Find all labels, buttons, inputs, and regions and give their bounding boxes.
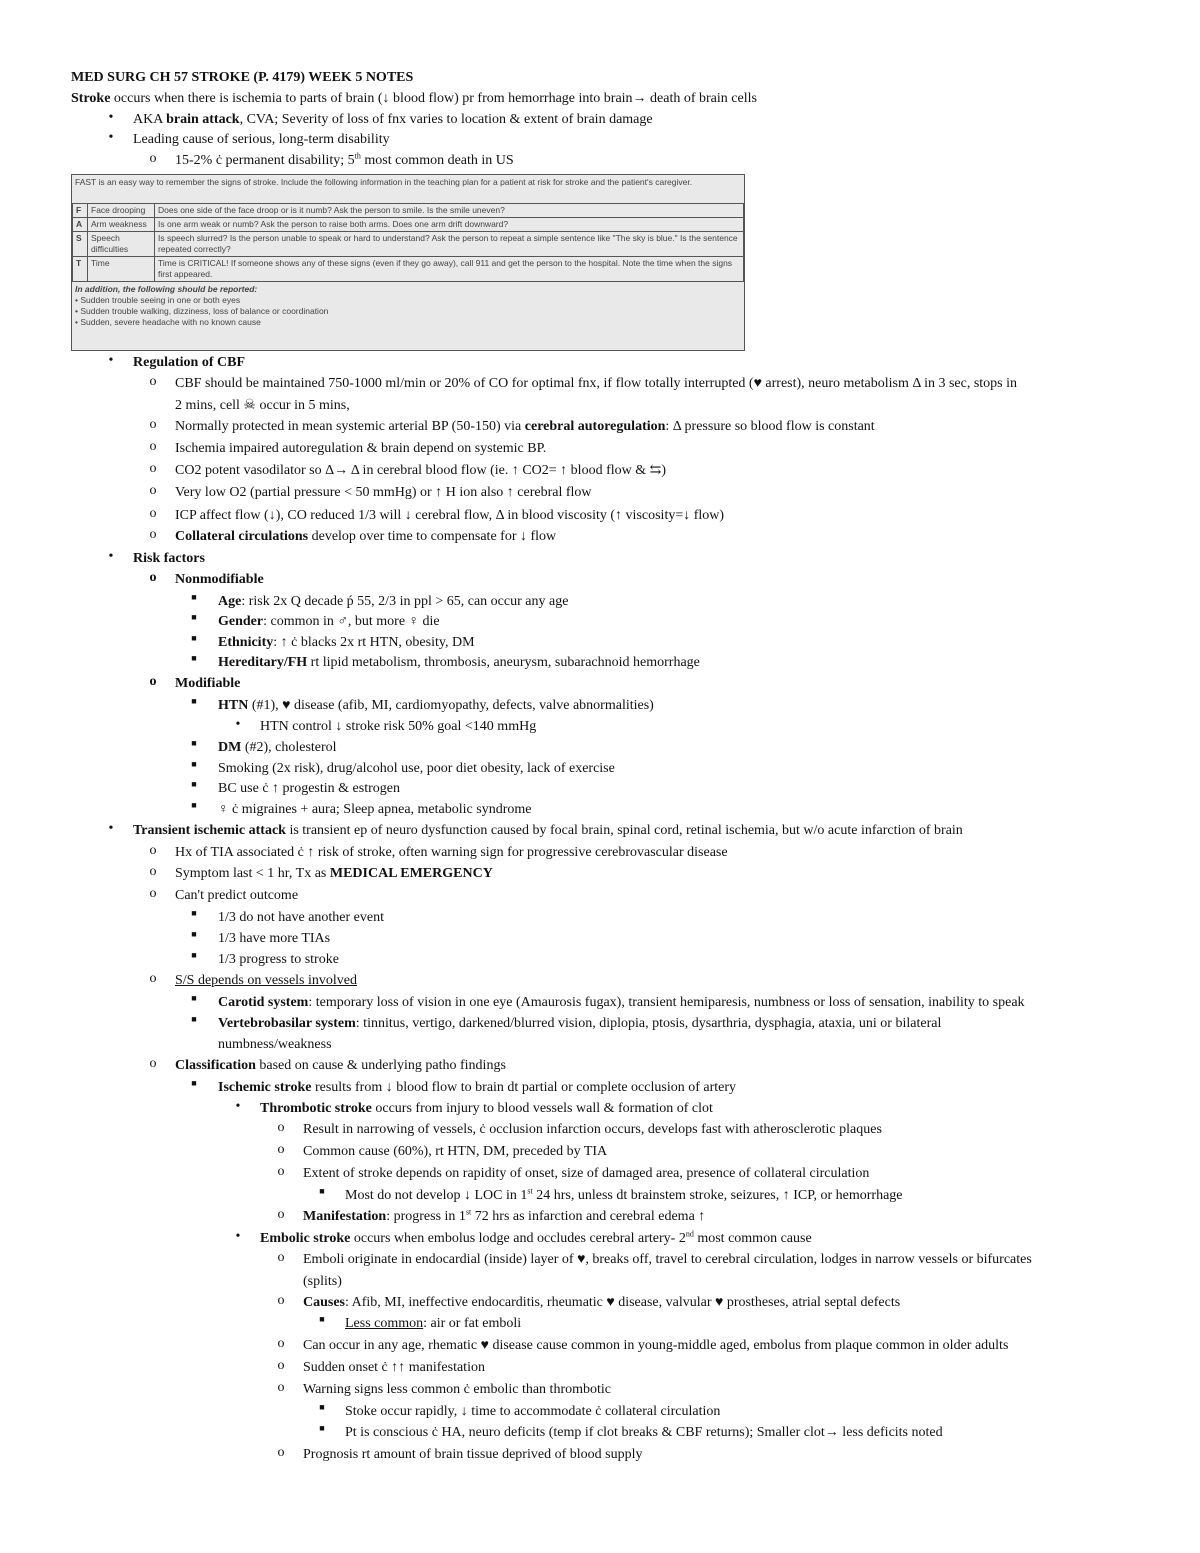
tia-carotid: Carotid system: temporary loss of vision in one eye (Amaurosis fugax), transient hemiparesis, numbness or loss of sensation, inability to speak [218, 995, 1025, 1010]
circle-bullet-icon: o [277, 1358, 285, 1373]
square-bullet-icon: ■ [191, 1078, 197, 1088]
thrombotic-1: Result in narrowing of vessels, ċ occlusion infarction occurs, develops fast with atherosclerotic plaques [303, 1122, 882, 1137]
table-row: T Time Time is CRITICAL! If someone shows any of these signs (even if they go away), call 911 and get the person to the hospital. Note the time when the signs first appeared. [73, 257, 744, 282]
risk-heading: Risk factors [133, 551, 205, 566]
risk-htn-sub: HTN control ↓ stroke risk 50% goal <140 mmHg [260, 719, 537, 734]
table-row: S Speech difficulties Is speech slurred? Is the person unable to speak or hard to understand? Ask the person to repeat a simple sentence like "The sky is blue." Is the sentence repeated correctly? [73, 232, 744, 257]
cbf-line-3: Ischemia impaired autoregulation & brain depend on systemic BP. [175, 441, 547, 456]
tia-hx: Hx of TIA associated ċ ↑ risk of stroke, often warning sign for progressive cerebrovascular disease [175, 845, 728, 860]
square-bullet-icon: ■ [191, 908, 197, 918]
embolic-6: Prognosis rt amount of brain tissue deprived of blood supply [303, 1447, 643, 1462]
thrombotic-4: Manifestation: progress in 1st 72 hrs as infarction and cerebral edema ↑ [303, 1207, 706, 1224]
thrombotic-3a: Most do not develop ↓ LOC in 1st 24 hrs, unless dt brainstem stroke, seizures, ↑ ICP, or hemorrhage [345, 1186, 903, 1203]
circle-bullet-icon: o [149, 886, 157, 901]
square-bullet-icon: ■ [191, 696, 197, 706]
square-bullet-icon: ■ [319, 1314, 325, 1324]
fast-table-image [71, 174, 745, 351]
square-bullet-icon: ■ [319, 1423, 325, 1433]
leading-line: Leading cause of serious, long-term disability [133, 132, 390, 147]
risk-htn: HTN (#1), ♥ disease (afib, MI, cardiomyopathy, defects, valve abnormalities) [218, 698, 654, 713]
circle-bullet-icon: o [277, 1380, 285, 1395]
bullet-icon: • [108, 110, 114, 125]
square-bullet-icon: ■ [191, 993, 197, 1003]
cbf-line-1b: 2 mins, cell ☠ occur in 5 mins, [175, 398, 350, 413]
embolic-5: Warning signs less common ċ embolic than thrombotic [303, 1382, 611, 1397]
cbf-line-7: Collateral circulations develop over time to compensate for ↓ flow [175, 529, 557, 544]
risk-bc: BC use ċ ↑ progestin & estrogen [218, 781, 400, 796]
circle-bullet-icon: o [277, 1293, 285, 1308]
circle-bullet-icon: o [149, 417, 157, 432]
square-bullet-icon: ■ [191, 929, 197, 939]
bullet-icon: • [235, 1099, 241, 1114]
tia-classification: Classification based on cause & underlying patho findings [175, 1058, 506, 1073]
square-bullet-icon: ■ [191, 800, 197, 810]
modifiable-heading: Modifiable [175, 676, 241, 691]
bullet-icon: • [108, 353, 114, 368]
risk-female: ♀ ċ migraines + aura; Sleep apnea, metabolic syndrome [218, 802, 532, 817]
nonmodifiable-heading: Nonmodifiable [175, 572, 264, 587]
tia-outcome-2: 1/3 have more TIAs [218, 931, 331, 946]
stroke-term: Stroke [71, 91, 111, 106]
circle-bullet-icon: o [277, 1164, 285, 1179]
tia-symptom: Symptom last < 1 hr, Tx as MEDICAL EMERGENCY [175, 866, 493, 881]
square-bullet-icon: ■ [191, 612, 197, 622]
circle-bullet-icon: o [149, 971, 157, 986]
fast-table [72, 203, 744, 282]
tia-predict: Can't predict outcome [175, 888, 299, 903]
circle-bullet-icon: o [149, 374, 157, 389]
bullet-icon: • [235, 717, 241, 732]
embolic-5a: Stoke occur rapidly, ↓ time to accommodate ċ collateral circulation [345, 1404, 721, 1419]
risk-ethnicity: Ethnicity: ↑ ċ blacks 2x rt HTN, obesity, DM [218, 635, 475, 650]
risk-hereditary: Hereditary/FH rt lipid metabolism, thrombosis, aneurysm, subarachnoid hemorrhage [218, 655, 700, 670]
ischemic-stroke: Ischemic stroke results from ↓ blood flow to brain dt partial or complete occlusion of artery [218, 1080, 737, 1095]
embolic-stroke: Embolic stroke occurs when embolus lodge and occludes cerebral artery- 2nd most common cause [260, 1229, 812, 1246]
square-bullet-icon: ■ [191, 738, 197, 748]
risk-dm: DM (#2), cholesterol [218, 740, 337, 755]
circle-bullet-icon: o [149, 483, 157, 498]
page-title: MED SURG CH 57 STROKE (P. 4179) WEEK 5 NOTES [71, 70, 414, 85]
intro-text: occurs when there is ischemia to parts of brain (↓ blood flow) pr from hemorrhage into brain→ death of brain cells [110, 91, 757, 106]
square-bullet-icon: ■ [319, 1402, 325, 1412]
circle-bullet-icon: o [149, 151, 157, 166]
tia-line: Transient ischemic attack is transient ep of neuro dysfunction caused by focal brain, spinal cord, retinal ischemia, but w/o acute infarction of brain [133, 823, 963, 838]
circle-bullet-icon: o [149, 674, 157, 689]
embolic-5b: Pt is conscious ċ HA, neuro deficits (temp if clot breaks & CBF returns); Smaller clot→ less deficits noted [345, 1425, 943, 1440]
embolic-3: Can occur in any age, rhematic ♥ disease cause common in young-middle aged, embolus from plaque common in older adults [303, 1338, 1009, 1353]
embolic-1b: (splits) [303, 1274, 342, 1289]
cbf-line-2: Normally protected in mean systemic arterial BP (50-150) via cerebral autoregulation: Δ pressure so blood flow is constant [175, 419, 875, 434]
circle-bullet-icon: o [277, 1142, 285, 1157]
bullet-icon: • [108, 821, 114, 836]
circle-bullet-icon: o [277, 1336, 285, 1351]
square-bullet-icon: ■ [191, 633, 197, 643]
fast-additional: In addition, the following should be reported: • Sudden trouble seeing in one or both eyes • Sudden trouble walking, dizziness, loss of balance or coordination • Sudden, severe headache with no known cause [75, 284, 329, 327]
circle-bullet-icon: o [149, 864, 157, 879]
circle-bullet-icon: o [149, 843, 157, 858]
aka-line: AKA brain attack, CVA; Severity of loss of fnx varies to location & extent of brain damage [133, 112, 653, 127]
cbf-line-4: CO2 potent vasodilator so Δ→ Δ in cerebral blood flow (ie. ↑ CO2= ↑ blood flow & ⇆) [175, 463, 667, 478]
thrombotic-2: Common cause (60%), rt HTN, DM, preceded by TIA [303, 1144, 608, 1159]
tia-vertebrobasilar: Vertebrobasilar system: tinnitus, vertigo, darkened/blurred vision, diplopia, ptosis, dysarthria, dysphagia, ataxia, uni or bilateral [218, 1016, 942, 1031]
square-bullet-icon: ■ [191, 759, 197, 769]
thrombotic-3: Extent of stroke depends on rapidity of onset, size of damaged area, presence of collateral circulation [303, 1166, 870, 1181]
circle-bullet-icon: o [149, 527, 157, 542]
embolic-2: Causes: Afib, MI, ineffective endocarditis, rheumatic ♥ disease, valvular ♥ prostheses, atrial septal defects [303, 1295, 901, 1310]
tia-vertebrobasilar-cont: numbness/weakness [218, 1037, 332, 1052]
tia-outcome-3: 1/3 progress to stroke [218, 952, 339, 967]
bullet-icon: • [108, 130, 114, 145]
circle-bullet-icon: o [149, 570, 157, 585]
square-bullet-icon: ■ [191, 653, 197, 663]
circle-bullet-icon: o [149, 461, 157, 476]
risk-age: Age: risk 2x Q decade ṕ 55, 2/3 in ppl > 65, can occur any age [218, 594, 569, 609]
table-row: F Face drooping Does one side of the face droop or is it numb? Ask the person to smile. Is the smile uneven? [73, 204, 744, 218]
circle-bullet-icon: o [149, 1056, 157, 1071]
table-row: A Arm weakness Is one arm weak or numb? Ask the person to raise both arms. Does one arm drift downward? [73, 218, 744, 232]
circle-bullet-icon: o [277, 1250, 285, 1265]
thrombotic-stroke: Thrombotic stroke occurs from injury to blood vessels wall & formation of clot [260, 1101, 713, 1116]
risk-smoking: Smoking (2x risk), drug/alcohol use, poor diet obesity, lack of exercise [218, 761, 615, 776]
square-bullet-icon: ■ [319, 1186, 325, 1196]
fast-intro: FAST is an easy way to remember the signs of stroke. Include the following information in the teaching plan for a patient at risk for stroke and the patient's caregiver. [75, 177, 693, 187]
circle-bullet-icon: o [277, 1445, 285, 1460]
square-bullet-icon: ■ [191, 950, 197, 960]
disability-line: 15-2% ċ permanent disability; 5th most common death in US [175, 151, 514, 168]
risk-gender: Gender: common in ♂, but more ♀ die [218, 614, 440, 629]
bullet-icon: • [235, 1229, 241, 1244]
embolic-2a: Less common: air or fat emboli [345, 1316, 522, 1331]
cbf-line-1a: CBF should be maintained 750-1000 ml/min or 20% of CO for optimal fnx, if flow totally interrupted (♥ arrest), neuro metabolism Δ in 3 sec, stops in [175, 376, 1018, 391]
circle-bullet-icon: o [149, 506, 157, 521]
embolic-1a: Emboli originate in endocardial (inside) layer of ♥, breaks off, travel to cerebral circulation, lodges in narrow vessels or bifurcates [303, 1252, 1032, 1267]
tia-ss: S/S depends on vessels involved [175, 973, 357, 988]
intro-line [71, 89, 757, 109]
circle-bullet-icon: o [277, 1207, 285, 1222]
square-bullet-icon: ■ [191, 779, 197, 789]
cbf-line-6: ICP affect flow (↓), CO reduced 1/3 will ↓ cerebral flow, Δ in blood viscosity (↑ viscosity=↓ flow) [175, 508, 725, 523]
bullet-icon: • [108, 549, 114, 564]
tia-outcome-1: 1/3 do not have another event [218, 910, 385, 925]
cbf-heading: Regulation of CBF [133, 355, 245, 370]
square-bullet-icon: ■ [191, 592, 197, 602]
square-bullet-icon: ■ [191, 1014, 197, 1024]
circle-bullet-icon: o [277, 1120, 285, 1135]
circle-bullet-icon: o [149, 439, 157, 454]
cbf-line-5: Very low O2 (partial pressure < 50 mmHg) or ↑ H ion also ↑ cerebral flow [175, 485, 592, 500]
embolic-4: Sudden onset ċ ↑↑ manifestation [303, 1360, 485, 1375]
